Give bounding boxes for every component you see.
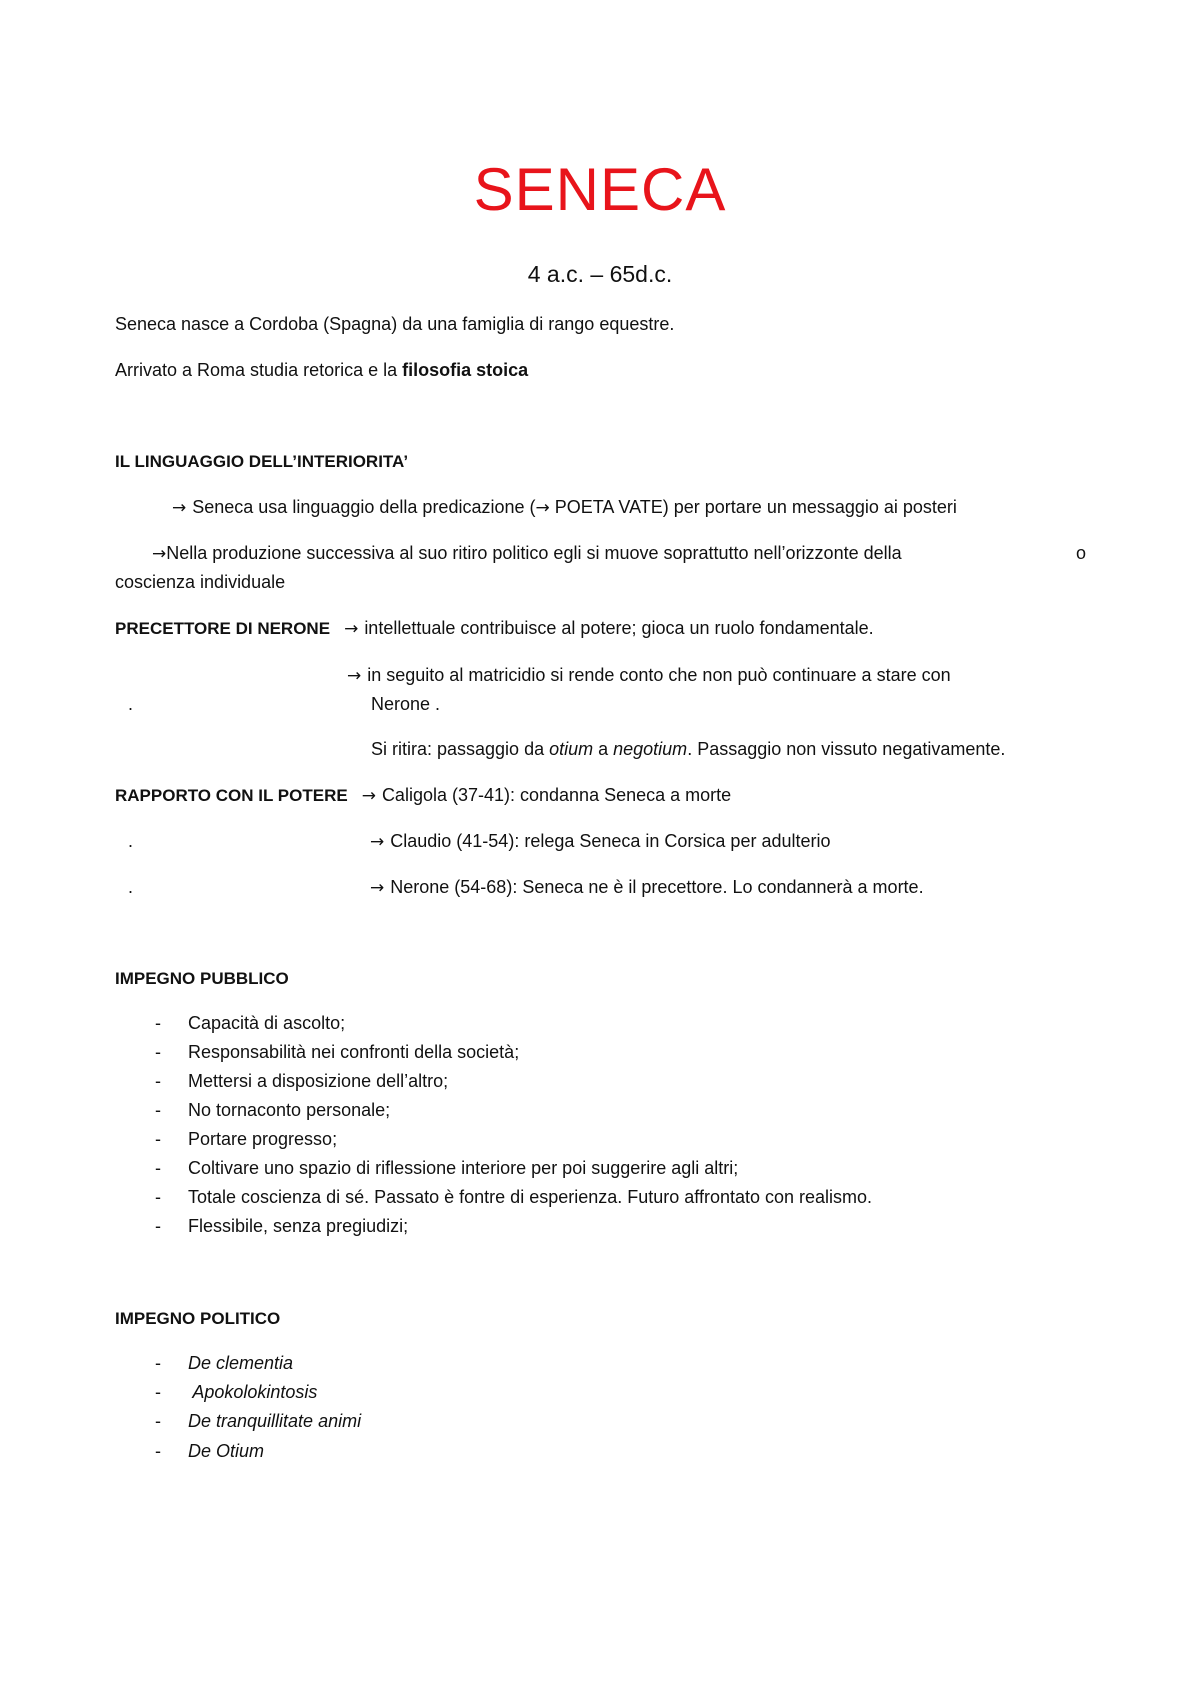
arrow-icon: → (361, 786, 376, 806)
list-item: Portare progresso; (188, 1129, 338, 1149)
list-bullet: - (155, 1441, 161, 1461)
list-bullet: - (155, 1013, 161, 1033)
list-item: No tornaconto personale; (188, 1100, 391, 1120)
arrow-icon: → (370, 832, 385, 852)
list-bullet: - (155, 1158, 161, 1178)
heading-rapporto: RAPPORTO CON IL POTERE (115, 786, 348, 805)
heading-precettore: PRECETTORE DI NERONE (115, 619, 331, 638)
heading-interiorita: IL LINGUAGGIO DELL’INTERIORITA’ (115, 452, 409, 471)
precettore-line-1: PRECETTORE DI NERONE → intellettuale contribuisce al potere; gioca un ruolo fondamentale. (115, 618, 874, 639)
list-bullet: - (155, 1187, 161, 1207)
rapporto-dot-2: . (128, 877, 134, 897)
interiorita-line-1: → Seneca usa linguaggio della predicazione (→ POETA VATE) per portare un messaggio ai posteri (172, 497, 957, 518)
interiorita-line-2-tail: o (1076, 543, 1087, 563)
list-item: Coltivare uno spazio di riflessione interiore per poi suggerire agli altri; (188, 1158, 739, 1178)
list-item: De Otium (188, 1441, 265, 1461)
precettore-line-2: → in seguito al matricidio si rende conto che non può continuare a stare con (347, 665, 951, 686)
list-bullet: - (155, 1411, 161, 1431)
arrow-icon: → (370, 878, 385, 898)
list-item: Mettersi a disposizione dell’altro; (188, 1071, 449, 1091)
list-item: Apokolokintosis (188, 1382, 318, 1402)
list-bullet: - (155, 1129, 161, 1149)
precettore-dot: . (128, 694, 134, 714)
list-item: Totale coscienza di sé. Passato è fontre di esperienza. Futuro affrontato con realismo. (188, 1187, 873, 1207)
precettore-line-3: Si ritira: passaggio da otium a negotium. Passaggio non vissuto negativamente. (371, 739, 1006, 759)
list-bullet: - (155, 1353, 161, 1373)
precettore-line-2-cont: Nerone . (371, 694, 441, 714)
rapporto-line-3: → Nerone (54-68): Seneca ne è il precettore. Lo condannerà a morte. (370, 877, 924, 898)
heading-politico: IMPEGNO POLITICO (115, 1309, 281, 1328)
arrow-icon: → (344, 619, 359, 639)
document-title: SENECA (473, 156, 727, 223)
arrow-icon: → (347, 666, 362, 686)
heading-pubblico: IMPEGNO PUBBLICO (115, 969, 289, 988)
list-item: Responsabilità nei confronti della società; (188, 1042, 520, 1062)
intro-line-1: Seneca nasce a Cordoba (Spagna) da una famiglia di rango equestre. (115, 314, 675, 334)
list-bullet: - (155, 1382, 161, 1402)
list-item: De clementia (188, 1353, 294, 1373)
arrow-icon: → (152, 544, 167, 564)
list-item: De tranquillitate animi (188, 1411, 362, 1431)
interiorita-line-2-cont: coscienza individuale (115, 572, 286, 592)
list-bullet: - (155, 1042, 161, 1062)
rapporto-line-2: → Claudio (41-54): relega Seneca in Corsica per adulterio (370, 831, 831, 852)
list-bullet: - (155, 1071, 161, 1091)
list-item: Capacità di ascolto; (188, 1013, 346, 1033)
intro-line-2: Arrivato a Roma studia retorica e la filosofia stoica (115, 360, 529, 380)
list-bullet: - (155, 1216, 161, 1236)
arrow-icon: → (172, 498, 187, 518)
list-bullet: - (155, 1100, 161, 1120)
rapporto-line-1: RAPPORTO CON IL POTERE → Caligola (37-41): condanna Seneca a morte (115, 785, 732, 806)
rapporto-dot-1: . (128, 831, 134, 851)
life-dates: 4 a.c. – 65d.c. (527, 261, 673, 287)
arrow-icon: → (535, 498, 550, 518)
interiorita-line-2: →Nella produzione successiva al suo ritiro politico egli si muove soprattutto nell’orizzonte della (152, 543, 902, 564)
list-item: Flessibile, senza pregiudizi; (188, 1216, 409, 1236)
